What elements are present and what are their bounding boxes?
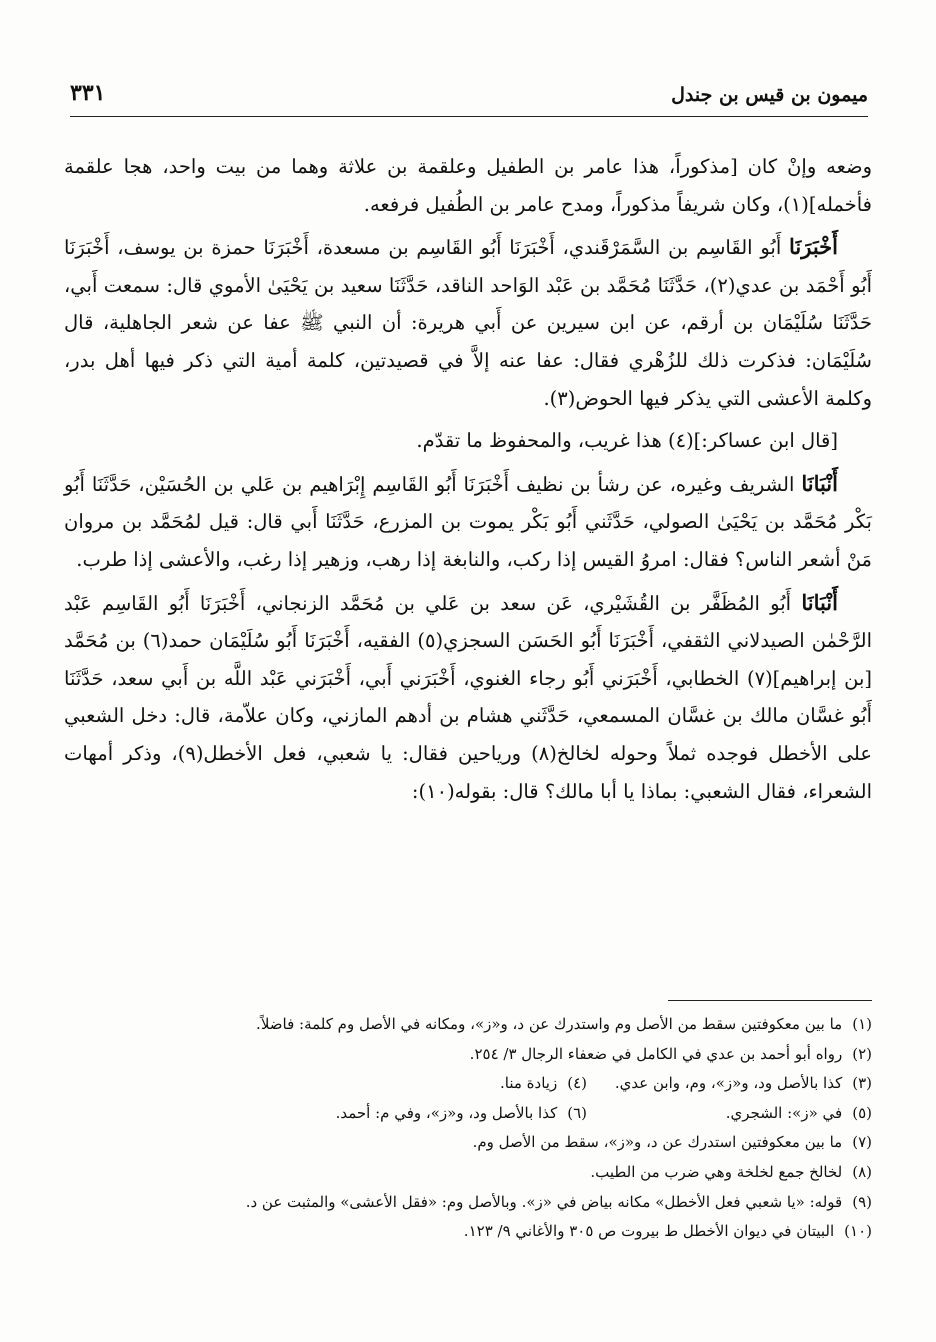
footnote-text: زيادة منا. [500, 1074, 558, 1093]
paragraph-text: أَبُو المُظَفَّر بن القُشَيْري، عَن سعد بن عَلي بن مُحَمَّد الزنجاني، أَخْبَرَنَا أَبُو القَاسِم عَبْد الرَّحْمٰن الصيدلاني الثقفي، أَخْبَرَنَا أَبُو الحَسَن السجزي(٥) الفقيه، أَخْبَرَنَا أَبُو سُلَيْمَان حمد(٦) بن مُحَمَّد [بن إبراهيم](٧) الخطابي، أَخْبَرَني أَبُو رجاء الغنوي، أَخْبَرَني أَبي، أَخْبَرَني عَبْد اللَّه بن أَبي سعد، حَدَّثَنَا أَبُو غسَّان مالك بن غسَّان المسمعي، حَدَّثَني هشام بن أدهم المازني، وكان علاّمة، قال: دخل الشعبي على الأخطل فوجده ثملاً وحوله لخالخ(٨) ورياحين فقال: يا شعبي، فعل الأخطل(٩)، وذكر أمهات الشعراء، فقال الشعبي: بماذا يا أبا مالك؟ قال: بقوله(١٠): [64, 591, 873, 803]
footnote-number: (٥) [852, 1103, 872, 1122]
footnote-text: لخالخ جمع لخلخة وهي ضرب من الطيب. [590, 1162, 843, 1181]
footnote-number: (٤) [567, 1074, 587, 1093]
footnote-text: رواه أبو أحمد بن عدي في الكامل في ضعفاء الرجال ٣/ ٢٥٤. [469, 1044, 843, 1063]
footnote-3 [587, 1069, 872, 1099]
paragraph-lead: أَنْبَانَا [801, 470, 838, 496]
footnote-number: (١) [852, 1015, 872, 1033]
paragraph-text: أَبُو القَاسِم بن السَّمَرْقَندي، أَخْبَرَنَا أَبُو القَاسِم بن مسعدة، أَخْبَرَنَا حمزة بن يوسف، أَخْبَرَنَا أَبُو أَحْمَد بن عدي(٢)، حَدَّثَنَا مُحَمَّد بن عَبْد الوَاحد الناقد، حَدَّثَنَا سعيد بن يَحْيَىٰ الأموي قال: سمعت أَبي، حَدَّثَنَا سُلَيْمَان بن أرقم، عن ابن سيرين عن أَبي هريرة: أن النبي ﷺ عفا عن شعر الجاهلية، قال سُلَيْمَان: فذكرت ذلك للزُهْري فقال: عفا عنه إلاَّ في قصيدتين، كلمة أمية التي ذكر فيها أهل بدر، وكلمة الأعشى التي يذكر فيها الحوض(٣). [64, 236, 872, 410]
footnote-text: كذا بالأصل ود، و«ز»، وم، وابن عدي. [614, 1074, 843, 1093]
footnote-number: (٢) [852, 1044, 872, 1063]
footnote-row-5-6 [150, 1099, 872, 1129]
footnote-number: (٦) [567, 1103, 587, 1122]
footnote-text: كذا بالأصل ود، و«ز»، وفي م: أحمد. [335, 1103, 558, 1122]
paragraph-5 [64, 584, 872, 811]
footnote-1 [150, 1010, 872, 1040]
footnote-number: (١٠) [844, 1222, 872, 1241]
footnote-text: البيتان في ديوان الأخطل ط بيروت ص ٣٠٥ والأغاني ٩/ ١٢٣. [463, 1222, 835, 1241]
paragraph-3: [قال ابن عساكر:](٤) هذا غريب، والمحفوظ ما تقدّم. [416, 429, 838, 453]
paragraph-2 [64, 228, 872, 417]
main-text [64, 148, 872, 815]
paragraph-1: وضعه وإنْ كان [مذكوراً، هذا عامر بن الطفيل وعلقمة بن علاثة وهما من بيت واحد، هجا علقمة فأخمله](١)، وكان شريفاً مذكوراً، ومدح عامر بن الطُفيل فرفعه. [64, 155, 872, 216]
footnote-8 [150, 1158, 872, 1188]
footnote-text: ما بين معكوفتين استدرك عن د، و«ز»، سقط من الأصل وم. [472, 1133, 843, 1152]
footnote-text: ما بين معكوفتين سقط من الأصل وم واستدرك عن د، و«ز»، ومكانه في الأصل وم كلمة: فاضلاً. [256, 1015, 843, 1033]
footnote-text: في «ز»: الشجري. [725, 1103, 843, 1122]
running-head: ميمون بن قيس بن جندل [671, 84, 868, 106]
paragraph-lead: أَخْبَرَنَا [789, 234, 838, 260]
footnote-row-3-4 [150, 1069, 872, 1099]
page-header [70, 78, 868, 117]
footnote-7 [150, 1128, 872, 1158]
paragraph-lead: أَنْبَانَا [801, 589, 838, 615]
footnote-number: (٣) [852, 1074, 872, 1093]
paragraph-text: الشريف وغيره، عن رشأ بن نظيف أَخْبَرَنَا أَبُو القَاسِم إِبْرَاهيم بن عَلي بن الحُسَيْن، حَدَّثَنَا أَبُو بَكْر مُحَمَّد بن يَحْيَىٰ الصولي، حَدَّثَني أَبُو بَكْر يموت بن المزرع، حَدَّثَنَا أَبي قال: قيل لمُحَمَّد بن مروان مَنْ أشعر الناس؟ فقال: امروُ القيس إذا ركب، والنابغة إذا رهب، وزهير إذا رغب، والأعشى إذا طرب. [64, 472, 872, 571]
footnote-2 [150, 1040, 872, 1070]
footnote-separator [668, 1000, 872, 1001]
footnote-5 [587, 1099, 872, 1129]
footnote-number: (٧) [852, 1133, 872, 1152]
footnote-4 [500, 1069, 587, 1099]
footnote-10 [150, 1217, 872, 1247]
page-number: ٣٣١ [70, 80, 106, 106]
footnotes [150, 1010, 872, 1247]
paragraph-4 [64, 465, 872, 579]
footnote-text: قوله: «يا شعبي فعل الأخطل» مكانه بياض في «ز». وبالأصل وم: «فقل الأعشى» والمثبت عن د. [245, 1192, 843, 1211]
footnote-9 [150, 1188, 872, 1218]
footnote-number: (٨) [852, 1162, 872, 1181]
footnote-number: (٩) [852, 1192, 872, 1211]
footnote-6 [336, 1099, 587, 1129]
